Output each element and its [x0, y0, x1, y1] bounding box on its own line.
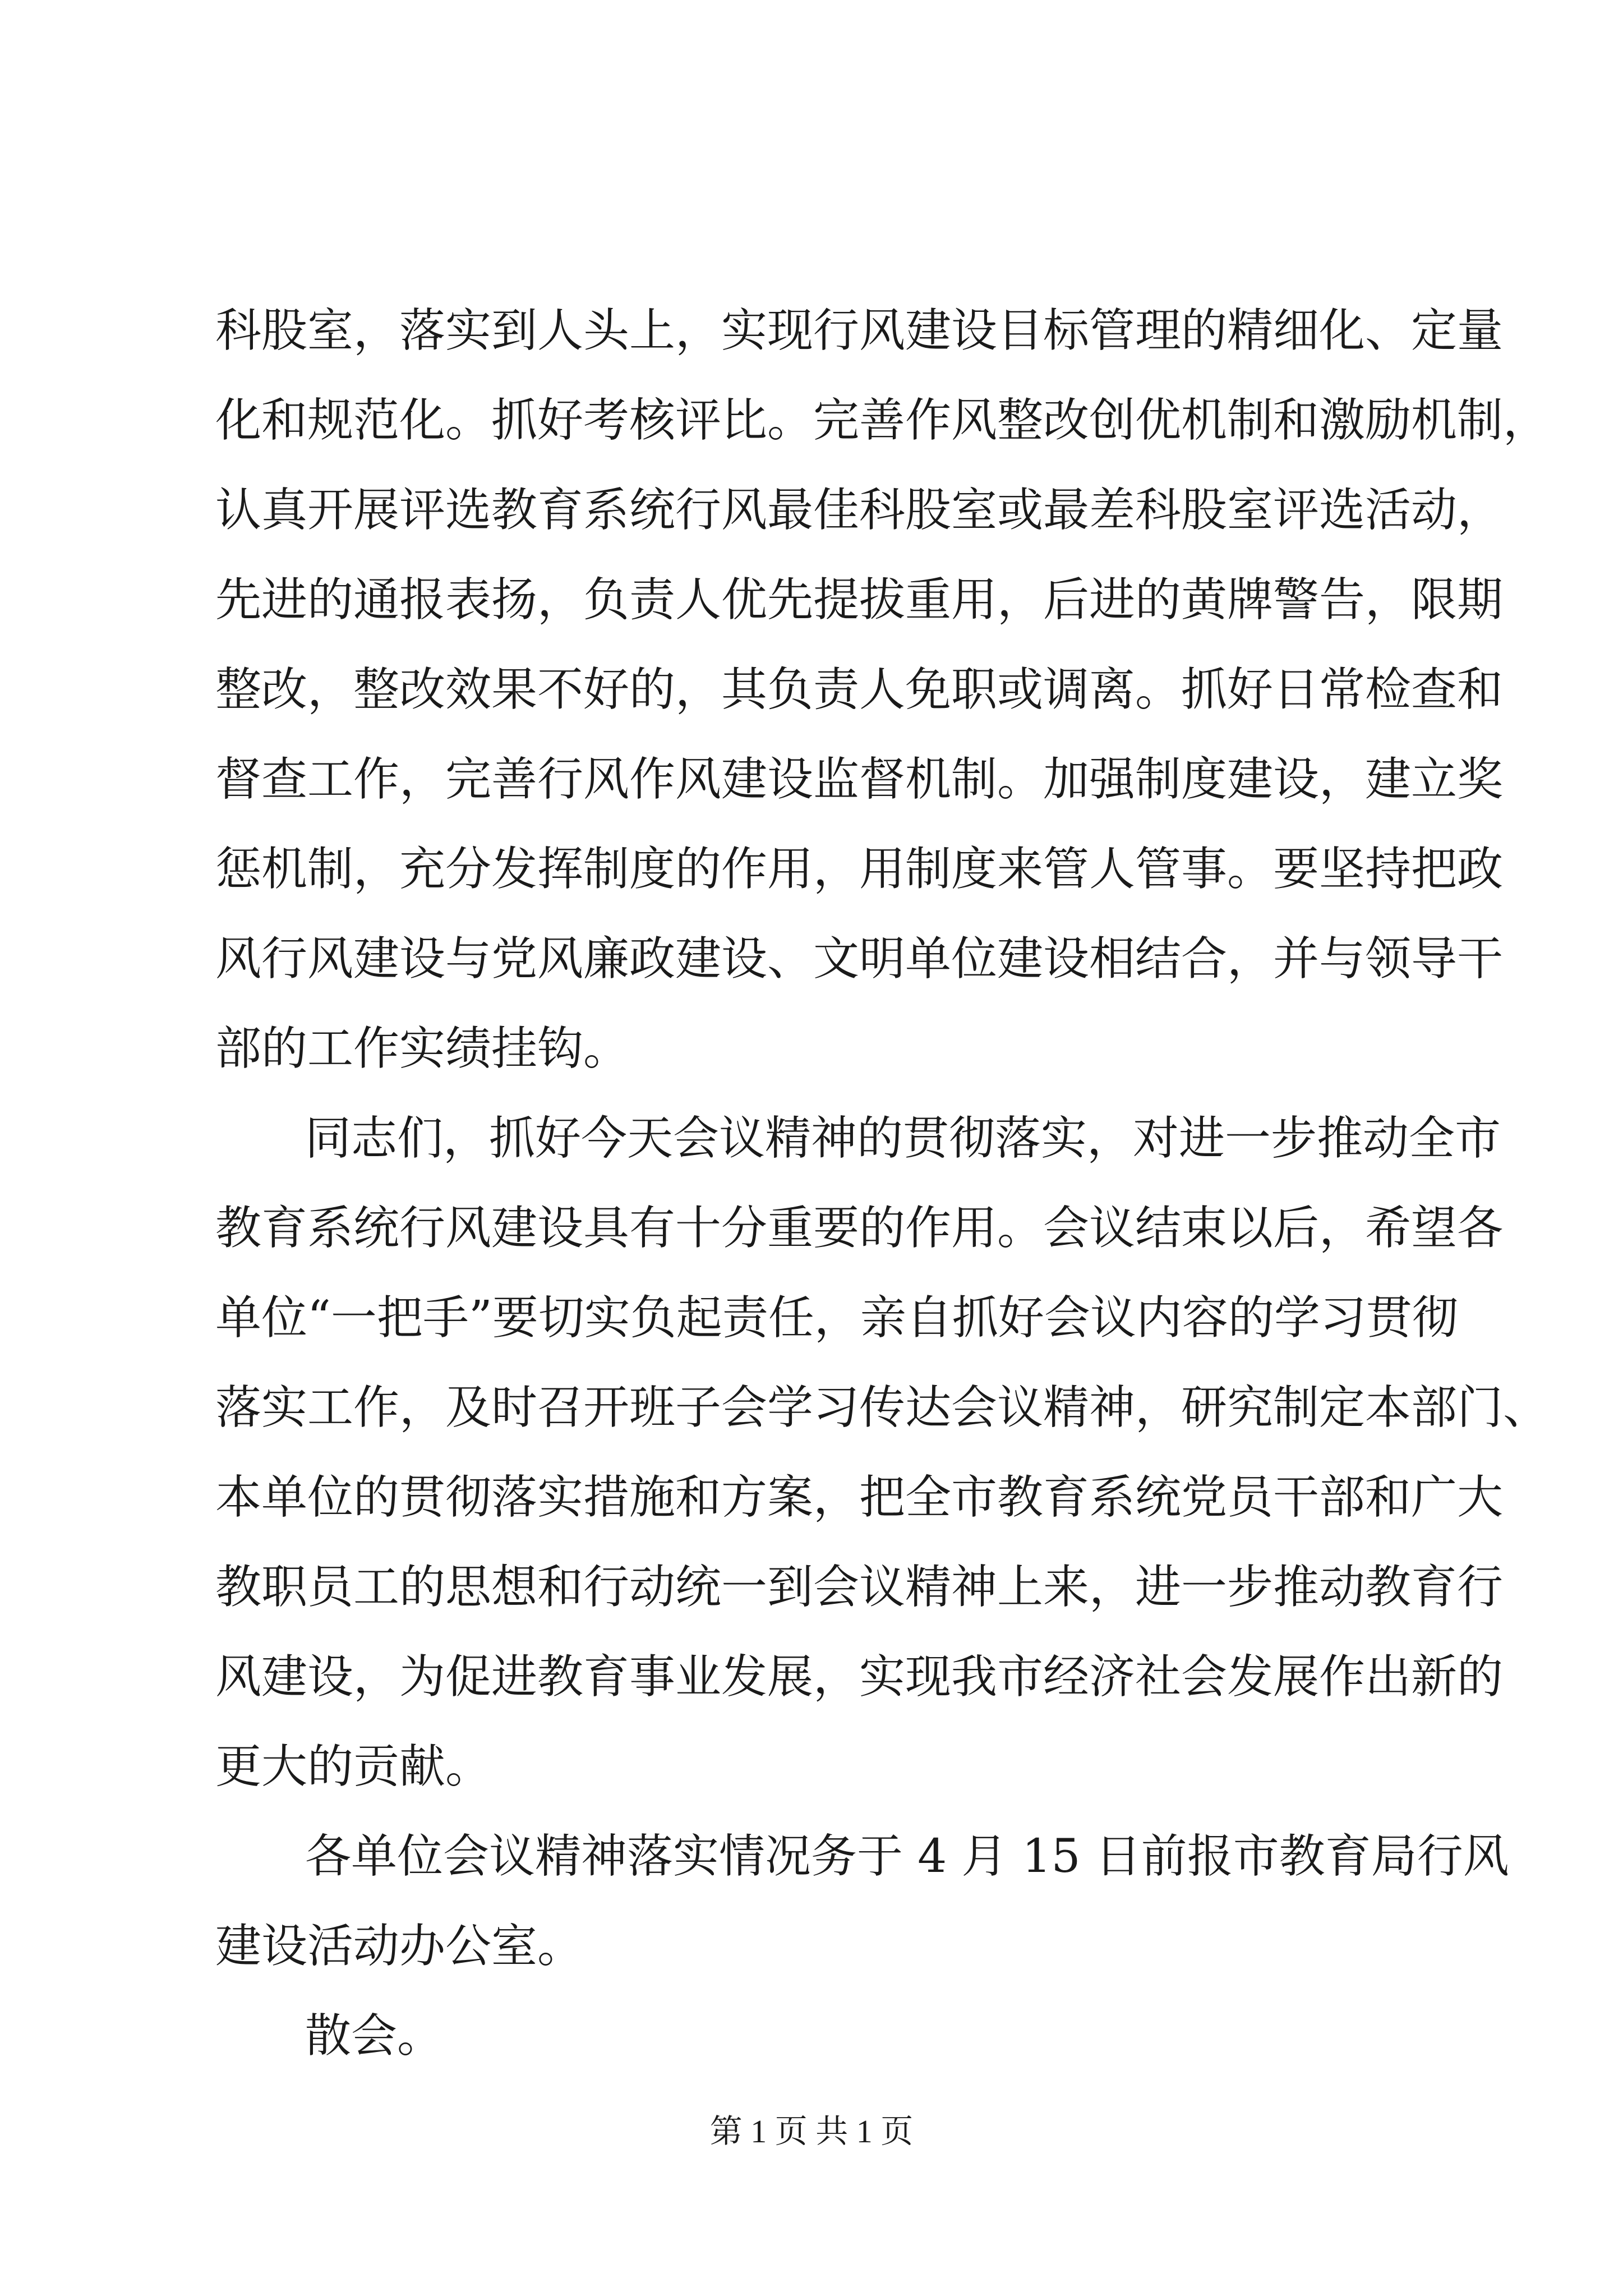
text-line: 认真开展评选教育系统行风最佳科股室或最差科股室评选活动， [215, 484, 1504, 537]
text-line: 化和规范化。抓好考核评比。完善作风整改创优机制和激励机制， [215, 394, 1550, 447]
text-line: 更大的贡献。 [215, 1740, 492, 1793]
text-line: 整改，整改效果不好的，其负责人免职或调离。抓好日常检查和 [215, 663, 1504, 716]
text-line: 落实工作，及时召开班子会学习传达会议精神，研究制定本部门、 [215, 1381, 1550, 1434]
text-line: 建设活动办公室。 [215, 1920, 584, 1973]
paragraph-first-line: 各单位会议精神落实情况务于 4 月 15 日前报市教育局行风 [305, 1830, 1509, 1883]
text-line: 督查工作，完善行风作风建设监督机制。加强制度建设，建立奖 [215, 753, 1504, 806]
text-line: 本单位的贯彻落实措施和方案，把全市教育系统党员干部和广大 [215, 1471, 1504, 1524]
text-line: 部的工作实绩挂钩。 [215, 1022, 630, 1075]
text-line: 教育系统行风建设具有十分重要的作用。会议结束以后，希望各 [215, 1202, 1504, 1255]
text-line: 风行风建设与党风廉政建设、文明单位建设相结合，并与领导干 [215, 932, 1504, 986]
text-line: 科股室，落实到人头上，实现行风建设目标管理的精细化、定量 [215, 304, 1504, 357]
paragraph-first-line: 同志们，抓好今天会议精神的贯彻落实，对进一步推动全市 [305, 1112, 1501, 1165]
text-line: 先进的通报表扬，负责人优先提拔重用，后进的黄牌警告，限期 [215, 573, 1504, 627]
text-line: 风建设，为促进教育事业发展，实现我市经济社会发展作出新的 [215, 1650, 1504, 1704]
page-footer: 第 1 页 共 1 页 [709, 2113, 914, 2150]
text-line: 教职员工的思想和行动统一到会议精神上来，进一步推动教育行 [215, 1561, 1504, 1614]
text-line: 惩机制，充分发挥制度的作用，用制度来管人管事。要坚持把政 [215, 843, 1504, 896]
text-line: 单位“一把手”要切实负起责任，亲自抓好会议内容的学习贯彻 [215, 1291, 1458, 1345]
closing-line: 散会。 [305, 2009, 444, 2063]
